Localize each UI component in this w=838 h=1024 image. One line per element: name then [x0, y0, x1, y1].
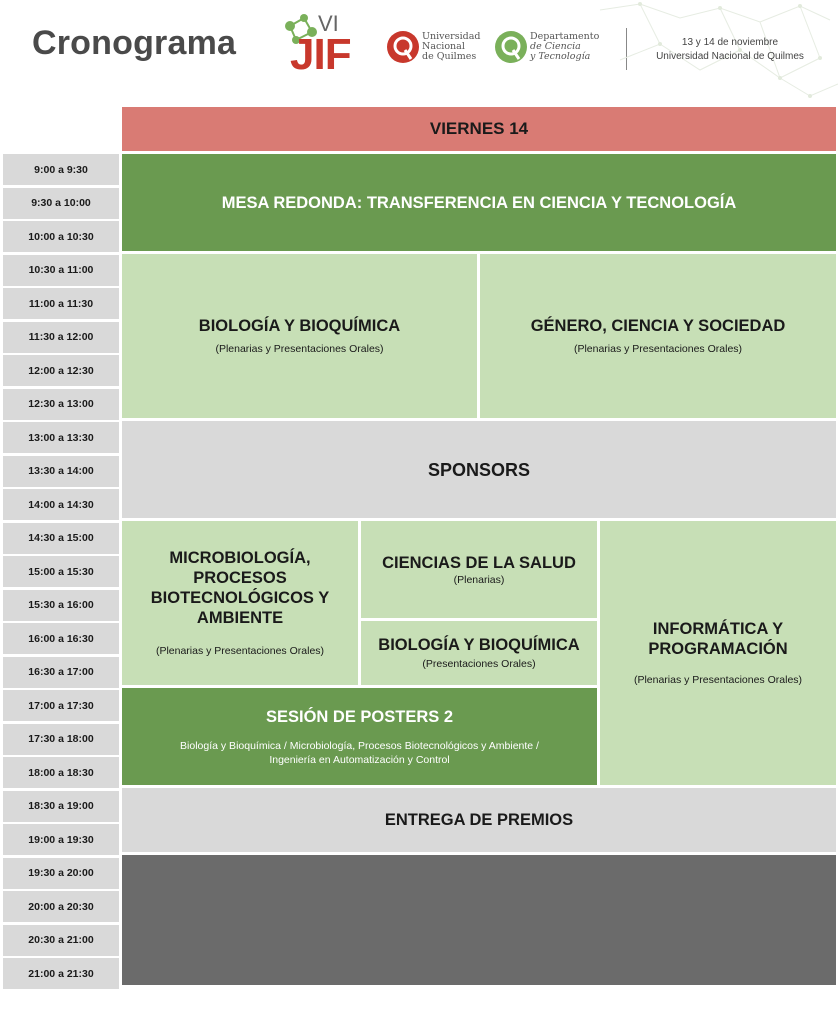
time-slot: 17:00 a 17:30 — [3, 690, 119, 721]
session-informatica-programacion — [600, 521, 836, 785]
time-slot: 10:30 a 11:00 — [3, 255, 119, 286]
department-name-line: Departamento — [530, 31, 600, 42]
session-mesa-redonda — [122, 154, 836, 251]
time-slot: 11:00 a 11:30 — [3, 288, 119, 319]
time-slot: 11:30 a 12:00 — [3, 322, 119, 353]
time-slot: 17:30 a 18:00 — [3, 724, 119, 755]
time-slot: 15:00 a 15:30 — [3, 556, 119, 587]
time-slot: 14:30 a 15:00 — [3, 523, 119, 554]
session-title: MICROBIOLOGÍA, PROCESOS BIOTECNOLÓGICOS Y AMBIENTE — [150, 549, 330, 627]
university-name-line: Nacional — [422, 41, 465, 52]
jif-logo — [282, 12, 352, 86]
time-slot: 13:30 a 14:00 — [3, 456, 119, 487]
time-slot: 20:00 a 20:30 — [3, 891, 119, 922]
session-title: GÉNERO, CIENCIA Y SOCIEDAD — [530, 317, 786, 335]
time-slot: 14:00 a 14:30 — [3, 489, 119, 520]
time-slot: 9:00 a 9:30 — [3, 154, 119, 185]
department-name-line: y Tecnología — [530, 51, 591, 62]
event-date-venue — [640, 36, 820, 64]
time-slot: 18:30 a 19:00 — [3, 791, 119, 822]
session-posters-2 — [122, 688, 597, 785]
session-title: MESA REDONDA: TRANSFERENCIA EN CIENCIA Y TECNOLOGÍA — [221, 193, 737, 212]
page-title: Cronograma — [32, 24, 237, 62]
session-genero-ciencia-sociedad — [480, 254, 836, 418]
time-slot: 12:30 a 13:00 — [3, 389, 119, 420]
session-description — [180, 739, 539, 767]
empty-block — [122, 855, 836, 985]
time-slot: 15:30 a 16:00 — [3, 590, 119, 621]
session-subtitle: (Plenarias) — [453, 573, 505, 586]
session-sponsors — [122, 421, 836, 518]
university-seal-icon — [386, 30, 420, 64]
time-slot: 16:00 a 16:30 — [3, 623, 119, 654]
session-biologia-bioquimica-2 — [361, 621, 597, 685]
time-slot: 10:00 a 10:30 — [3, 221, 119, 252]
day-label: VIERNES 14 — [429, 119, 529, 138]
session-topics-line: Biología y Bioquímica / Microbiología, Procesos Biotecnológicos y Ambiente / — [180, 739, 539, 752]
session-subtitle: (Plenarias y Presentaciones Orales) — [633, 674, 803, 686]
session-subtitle: (Presentaciones Orales) — [422, 658, 536, 670]
time-slot: 13:00 a 13:30 — [3, 422, 119, 453]
day-header — [122, 107, 836, 151]
event-venue: Universidad Nacional de Quilmes — [656, 51, 804, 62]
event-acronym: JIF — [290, 30, 351, 79]
time-slot: 19:30 a 20:00 — [3, 858, 119, 889]
time-slot: 21:00 a 21:30 — [3, 958, 119, 989]
university-name-line: de Quilmes — [422, 51, 477, 62]
session-title: SPONSORS — [427, 459, 531, 480]
session-title: ENTREGA DE PREMIOS — [384, 811, 574, 829]
time-slot: 16:30 a 17:00 — [3, 657, 119, 688]
session-microbiologia — [122, 521, 358, 685]
department-seal-icon — [494, 30, 528, 64]
session-title: BIOLOGÍA Y BIOQUÍMICA — [378, 636, 580, 654]
session-subtitle: (Plenarias y Presentaciones Orales) — [215, 343, 384, 355]
session-subtitle: (Plenarias y Presentaciones Orales) — [155, 645, 325, 657]
session-entrega-de-premios — [122, 788, 836, 852]
session-biologia-bioquimica-1 — [122, 254, 477, 418]
session-ciencias-de-la-salud — [361, 521, 597, 618]
time-slot: 18:00 a 18:30 — [3, 757, 119, 788]
session-title: BIOLOGÍA Y BIOQUÍMICA — [198, 317, 401, 335]
time-slot: 19:00 a 19:30 — [3, 824, 119, 855]
time-slot: 9:30 a 10:00 — [3, 188, 119, 219]
session-subtitle: (Plenarias y Presentaciones Orales) — [573, 343, 743, 355]
event-date: 13 y 14 de noviembre — [681, 37, 779, 48]
session-title: CIENCIAS DE LA SALUD — [382, 553, 576, 572]
session-title: INFORMÁTICA Y PROGRAMACIÓN — [648, 620, 788, 658]
session-title: SESIÓN DE POSTERS 2 — [265, 707, 454, 726]
department-name-line: de Ciencia — [530, 41, 581, 52]
event-edition: VI — [318, 11, 339, 36]
university-name-line: Universidad — [422, 31, 481, 42]
time-slot: 20:30 a 21:00 — [3, 925, 119, 956]
university-logo — [386, 28, 481, 66]
time-slot: 12:00 a 12:30 — [3, 355, 119, 386]
session-topics-line: Ingeniería en Automatización y Control — [269, 753, 450, 766]
